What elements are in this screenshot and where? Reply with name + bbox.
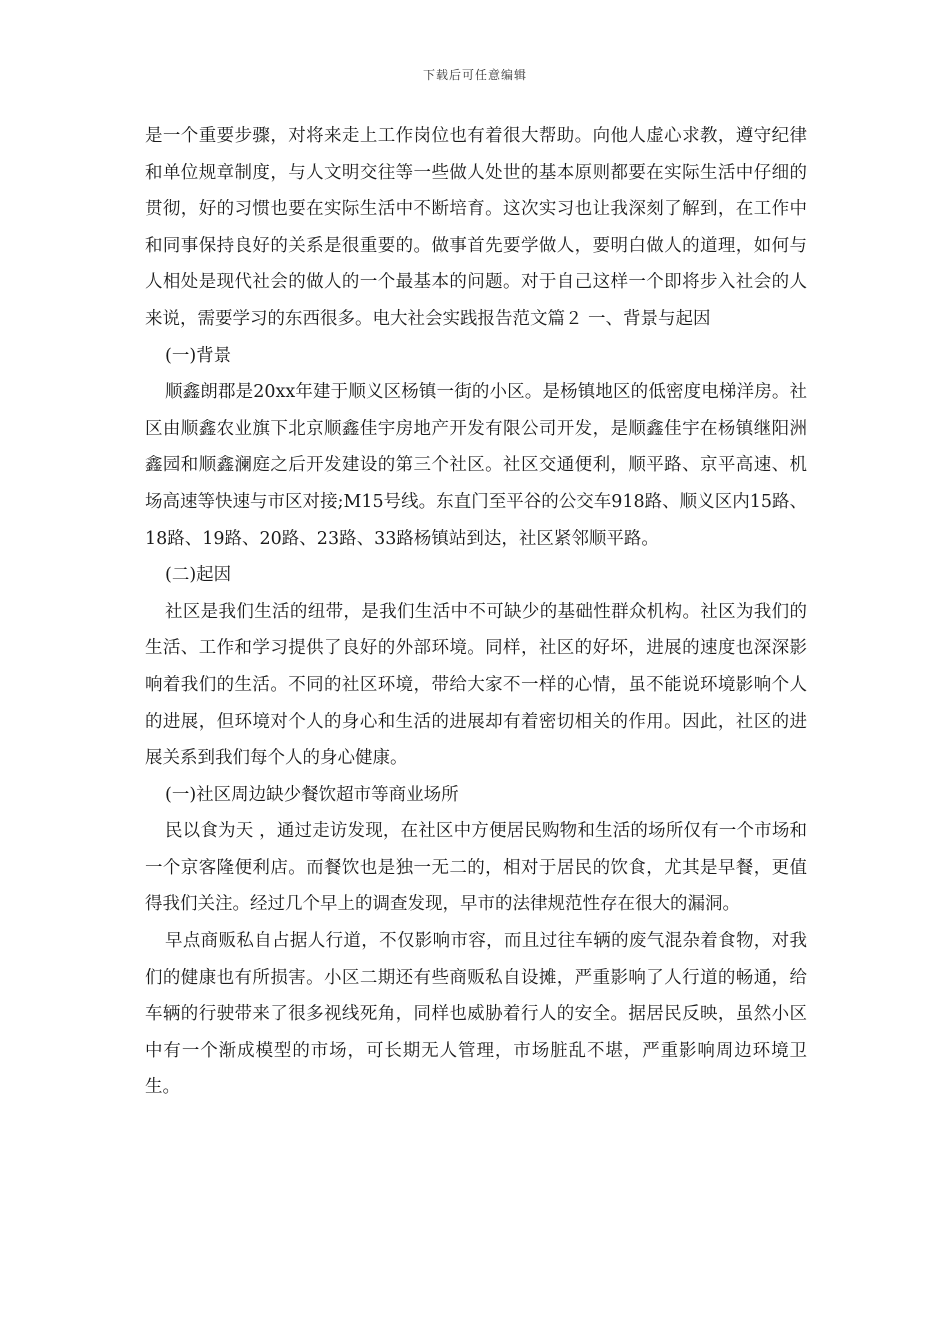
section-heading-cause: (二)起因	[165, 565, 232, 586]
body-paragraph-4: 民以食为天 ，通过走访发现，在社区中方便居民购物和生活的场所仅有一个市场和一个京客隆便利店。而餐饮也是独一无二的，相对于居民的饮食，尤其是早餐，更值得我们关注。经过几个早上的调查发现，早市的法律规范性存在很大的漏洞。	[145, 821, 807, 915]
body-paragraph-3: 社区是我们生活的纽带，是我们生活中不可缺少的基础性群众机构。社区为我们的生活、工作和学习提供了良好的外部环境。同样，社区的好坏，进展的速度也深深影响着我们的生活。不同的社区环境，带给大家不一样的心情，虽不能说环境影响个人的进展，但环境对个人的身心和生活的进展却有着密切相关的作用。因此，社区的进展关系到我们每个人的身心健康。	[145, 601, 807, 769]
body-paragraph-1: 是一个重要步骤，对将来走上工作岗位也有着很大帮助。向他人虚心求教，遵守纪律和单位规章制度，与人文明交往等一些做人处世的基本原则都要在实际生活中仔细的贯彻，好的习惯也要在实际生活中不断培育。这次实习也让我深刻了解到，在工作中和同事保持良好的关系是很重要的。做事首先要学做人，要明白做人的道理，如何与人相处是现代社会的做人的一个最基本的问题。对于自己这样一个即将步入社会的人来说，需要学习的东西很多。电大社会实践报告范文篇２ 一、背景与起因	[145, 126, 807, 329]
page-header: 下载后可任意编辑	[422, 68, 527, 82]
section-heading-background: (一)背景	[165, 345, 232, 366]
body-paragraph-5: 早点商贩私自占据人行道，不仅影响市容，而且过往车辆的废气混杂着食物，对我们的健康也有所损害。小区二期还有些商贩私自设摊，严重影响了人行道的畅通，给车辆的行驶带来了很多视线死角，同样也威胁着行人的安全。据居民反映，虽然小区中有一个渐成模型的市场，可长期无人管理，市场脏乱不堪，严重影响周边环境卫生。	[145, 931, 807, 1098]
section-heading-commerce: (一)社区周边缺少餐饮超市等商业场所	[165, 784, 459, 805]
body-paragraph-2: 顺鑫朗郡是20xx年建于顺义区杨镇一街的小区。是杨镇地区的低密度电梯洋房。社区由顺鑫农业旗下北京顺鑫佳宇房地产开发有限公司开发，是顺鑫佳宇在杨镇继阳洲鑫园和顺鑫澜庭之后开发建设的第三个社区。社区交通便利，顺平路、京平高速、机场高速等快速与市区对接;M15号线。东直门至平谷的公交车918路、顺义区内15路、18路、19路、20路、23路、33路杨镇站到达，社区紧邻顺平路。	[145, 382, 807, 549]
document-body	[145, 118, 807, 1106]
